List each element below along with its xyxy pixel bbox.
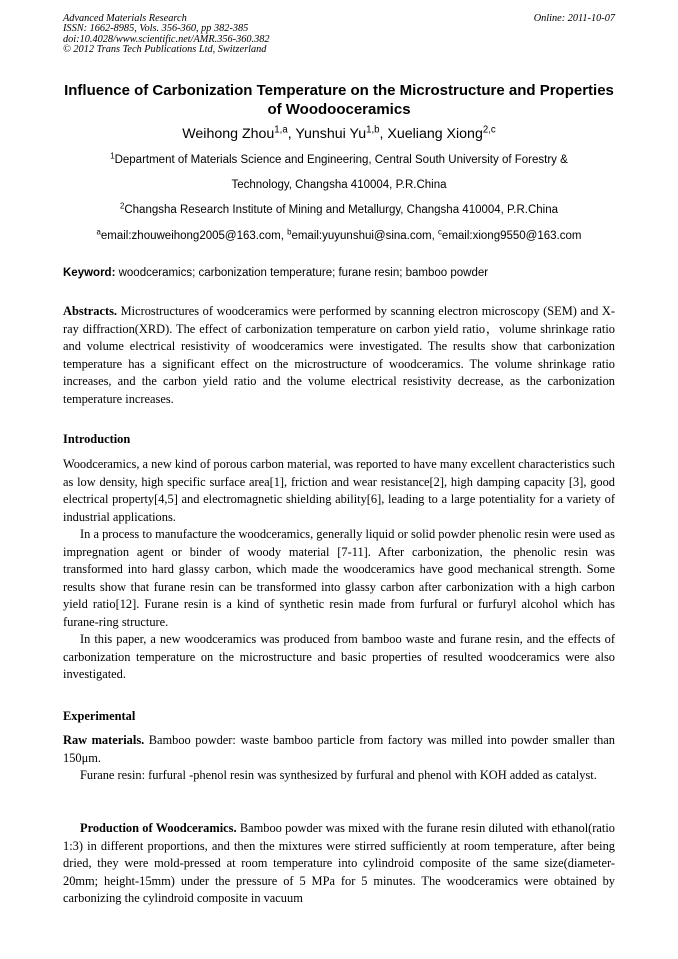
raw-materials-text: Bamboo powder: waste bamboo particle from factory was milled into powder smaller than 150μm. [63,733,615,765]
paragraph [63,732,615,767]
affiliation-1 [63,153,615,167]
affiliation-sup: 1 [110,151,115,161]
email-sup: b [287,227,292,237]
email-text: email:zhouweihong2005@163.com, [100,230,284,242]
author-name: Weihong Zhou [182,126,275,142]
paragraph: In this paper, a new woodceramics was produced from bamboo waste and furane resin, and the effects of carbonization temperature on the microstructure and basic properties of resulted woodceramics were also investigated. [63,632,615,681]
section-heading-experimental: Experimental [63,709,136,723]
author-sup: 1,b [366,124,380,136]
paragraph: Furane resin: furfural -phenol resin was synthesized by furfural and phenol with KOH added as catalyst. [80,768,597,782]
raw-materials-label: Raw materials. [63,733,145,747]
introduction-body [63,456,615,684]
author-name: Yunshui Yu [295,126,367,142]
author-sup: 2,c [482,124,496,136]
affiliation-1-cont: Technology, Changsha 410004, P.R.China [231,179,447,191]
online-date: Online: 2011-10-07 [533,13,615,24]
affiliation-text: Changsha Research Institute of Mining and Metallurgy, Changsha 410004, P.R.China [124,204,558,216]
abstract-text: Microstructures of woodceramics were performed by scanning electron microscopy (SEM) and X-ray diffraction(XRD). The effect of carbonization temperature on carbon yield ratio，volume shrinkage ratio and volume electrical resistivity of woodceramics were investigated. The results show that carbonization temperature has a significant effect on the microstructure of woodceramics. The volume shrinkage ratio increases, and the carbon yield ratio and the volume electrical resistivity decrease, as the carbonization temperature increases. [63,304,615,406]
author-name: Xueliang Xiong [387,126,483,142]
author-sup: 1,a [274,124,288,136]
author-list: Weihong Zhou$^{1,a}$, Yunshui Yu$^{1,b}$, Xueliang Xiong$^{2,c}$ [182,124,496,142]
email-text: email:xiong9550@163.com [441,230,582,242]
affiliation-sup: 2 [119,201,125,211]
production-text: Bamboo powder was mixed with the furane resin diluted with ethanol(ratio 1:3) in different proportions, and then the mixtures were stirred sufficiently at room temperature, after being dried, they were mold-pressed at room temperature into cylindroid composite of the same size(diameter-20mm; height-15mm) under the pressure of 5 MPa for 5 minutes. The woodceramics were obtained by carbonizing the cylindroid composite in vacuum [63,821,615,905]
doi-line: doi:10.4028/www.scientific.net/AMR.356-360.382 [63,33,270,45]
journal-header [63,14,615,55]
paragraph: In a process to manufacture the woodceramics, generally liquid or solid powder phenolic resin were used as impregnation agent or binder of woody material [7-11]. After carbonization, the phenolic resin was transformed into hard glassy carbon, which made the woodceramics have good mechanical strength. Some results show that furane resin can be transformed into glassy carbon after carbonization with a high carbon yield ratio[12]. Furane resin is a kind of synthetic resin made from furfural or furfuryl alcohol which has furane-ring structure. [63,527,615,629]
production-paragraph [63,820,615,908]
email-text: email:yuyunshui@sina.com, [291,230,435,242]
paragraph: Woodceramics, a new kind of porous carbon material, was reported to have many excellent characteristics such as low density, high specific surface area[1], friction and wear resistance[2], high damping capacity [3], good electrical property[4,5] and electromagnetic shielding ability[6], leading to a large potentiality for a variety of industrial applications. [63,457,615,524]
abstract [63,303,615,408]
journal-name: Advanced Materials Research [63,13,187,24]
affiliation-2 [63,203,615,217]
email-sup: a [96,227,101,237]
experimental-body [63,732,615,785]
keywords-label: Keyword: [63,267,116,279]
affiliation-text: Department of Materials Science and Engineering, Central South University of Forestry & [114,154,568,166]
email-line [63,229,615,243]
issn-line: ISSN: 1662-8985, Vols. 356-360, pp 382-385 [63,23,249,35]
section-heading-introduction: Introduction [63,432,131,446]
production-label: Production of Woodceramics. [80,821,237,835]
keywords [63,266,615,280]
keywords-text: woodceramics; carbonization temperature; furane resin; bamboo powder [118,267,489,279]
abstract-label: Abstracts. [63,304,118,318]
paper-title: Influence of Carbonization Temperature on the Microstructure and Properties of Woodooceramics [64,82,614,118]
copyright-line: © 2012 Trans Tech Publications Ltd, Switzerland [63,43,267,55]
email-sup: c [438,227,442,237]
